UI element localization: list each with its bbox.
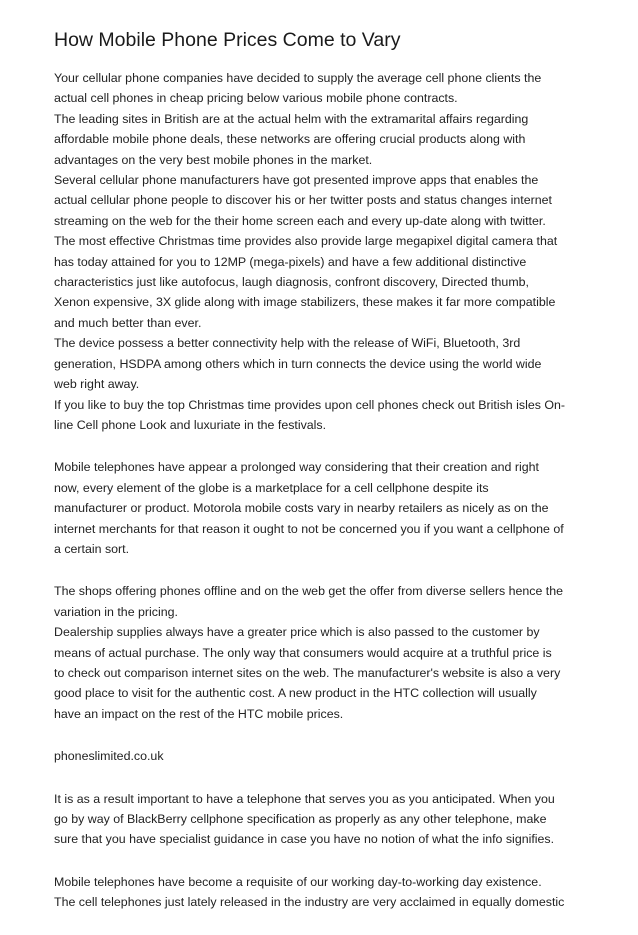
text-line: Mobile telephones have appear a prolonged way considering that their creation and right: [54, 460, 539, 475]
text-line: line Cell phone Look and luxuriate in the festivals.: [54, 417, 327, 432]
text-line: generation, HSDPA among others which in turn connects the device using the world wide: [54, 356, 542, 371]
paragraph: [54, 872, 594, 913]
document-page: [54, 28, 594, 935]
text-line: actual cellular phone people to discover his or her twitter posts and status changes internet: [54, 193, 552, 208]
text-line: The cell telephones just lately released in the industry are very acclaimed in equally domestic: [54, 895, 565, 910]
text-line: variation in the pricing.: [54, 604, 178, 619]
text-line: phoneslimited.co.uk: [54, 749, 164, 764]
text-line: Mobile telephones have become a requisite of our working day-to-working day existence.: [54, 874, 542, 889]
text-line: internet merchants for that reason it ought to not be concerned you if you want a cellphone of: [54, 521, 564, 536]
text-line: have an impact on the rest of the HTC mobile prices.: [54, 706, 344, 721]
document-body: [54, 68, 594, 913]
text-line: The leading sites in British are at the actual helm with the extramarital affairs regarding: [54, 111, 529, 126]
text-line: affordable mobile phone deals, these networks are offering crucial products along with: [54, 132, 526, 147]
text-line: streaming on the web for the their home screen each and every up-date along with twitter.: [54, 213, 546, 228]
paragraph: [54, 746, 594, 766]
text-line: The shops offering phones offline and on the web get the offer from diverse sellers hence the: [54, 584, 564, 599]
text-line: good place to visit for the authentic cost. A new product in the HTC collection will usually: [54, 686, 537, 701]
text-line: The device possess a better connectivity help with the release of WiFi, Bluetooth, 3rd: [54, 336, 521, 351]
paragraph: [54, 581, 594, 724]
text-line: Your cellular phone companies have decided to supply the average cell phone clients the: [54, 71, 542, 85]
text-line: advantages on the very best mobile phones in the market.: [54, 152, 373, 167]
text-line: actual cell phones in cheap pricing below various mobile phone contracts.: [54, 91, 458, 106]
text-line: manufacturer or product. Motorola mobile costs vary in nearby retailers as nicely as on the: [54, 501, 549, 516]
text-line: web right away.: [54, 377, 140, 392]
text-line: Xenon expensive, 3X glide along with image stabilizers, these makes it far more compatible: [54, 295, 556, 310]
text-line: to check out comparison internet sites on the web. The manufacturer's website is also a very: [54, 665, 561, 680]
text-line: means of actual purchase. The only way that consumers would acquire at a truthful price is: [54, 645, 552, 660]
text-line: now, every element of the globe is a marketplace for a cell cellphone despite its: [54, 480, 489, 495]
paragraph: [54, 789, 594, 850]
text-line: sure that you have specialist guidance in case you have no notion of what the info signifies.: [54, 832, 555, 847]
page-title: How Mobile Phone Prices Come to Vary: [54, 29, 401, 51]
paragraph: [54, 68, 594, 435]
text-line: a certain sort.: [54, 541, 130, 556]
text-line: Dealership supplies always have a greater price which is also passed to the customer by: [54, 625, 540, 640]
text-line: characteristics just like autofocus, laugh diagnosis, confront discovery, Directed thumb,: [54, 275, 529, 290]
paragraph: [54, 457, 594, 559]
text-line: go by way of BlackBerry cellphone specification as properly as any other telephone, make: [54, 812, 547, 826]
text-line: If you like to buy the top Christmas time provides upon cell phones check out British isles On-: [54, 397, 566, 412]
text-line: The most effective Christmas time provides also provide large megapixel digital camera that: [54, 234, 558, 249]
text-line: It is as a result important to have a telephone that serves you as you anticipated. When you: [54, 791, 555, 806]
text-line: has today attained for you to 12MP (mega-pixels) and have a few additional distinctive: [54, 254, 527, 269]
text-line: Several cellular phone manufacturers have got presented improve apps that enables the: [54, 173, 539, 188]
text-line: and much better than ever.: [54, 315, 202, 330]
